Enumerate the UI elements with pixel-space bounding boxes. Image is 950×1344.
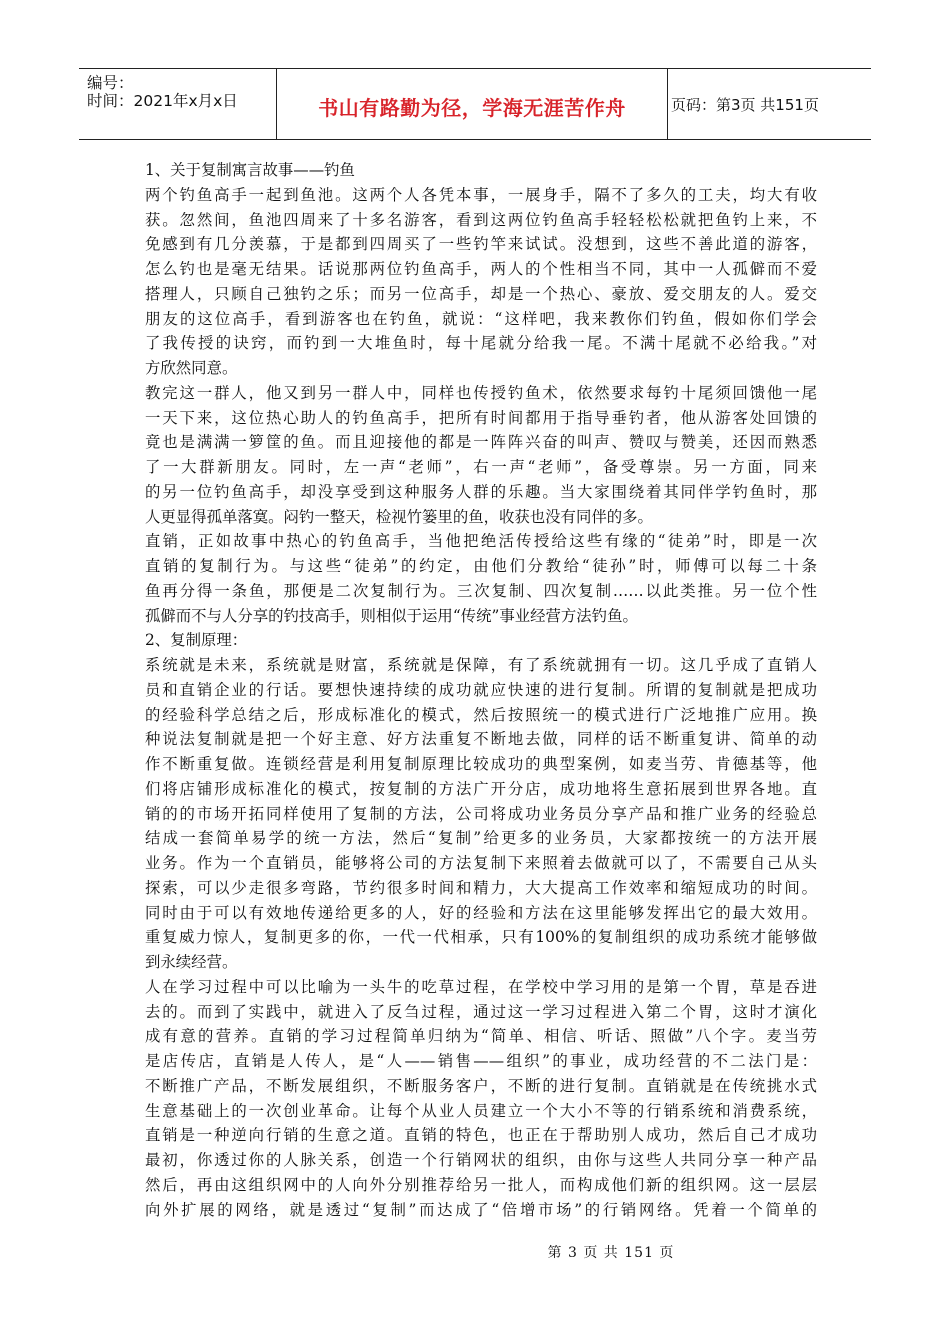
text-line: 怎么钓也是毫无结果。话说那两位钓鱼高手，两人的个性相当不同，其中一人孤僻而不爱 — [145, 260, 817, 278]
text-line: 是店传店，直销是人传人，是“人——销售——组织”的事业，成功经营的不二法门是： — [145, 1052, 817, 1070]
text-line: 然后，再由这组织网中的人向外分别推荐给另一批人，而构成他们新的组织网。这一层层 — [145, 1175, 817, 1194]
text-line: 两个钓鱼高手一起到鱼池。这两个人各凭本事，一展身手，隔不了多久的工夫，均大有收 — [145, 185, 817, 204]
text-line: 不断推广产品，不断发展组织，不断服务客户，不断的进行复制。直销就是在传统挑水式 — [145, 1076, 817, 1095]
text-line: 同时由于可以有效地传递给更多的人，好的经验和方法在这里能够发挥出它的最大效用。 — [145, 903, 817, 922]
text-line: 成有意的营养。直销的学习过程简单归纳为“简单、相信、听话、照做”八个字。麦当劳 — [145, 1027, 817, 1046]
text-line: 2、复制原理： — [145, 631, 248, 650]
text-line: 到永续经营。 — [145, 953, 238, 971]
text-line: 重复威力惊人，复制更多的你，一代一代相承，只有100%的复制组织的成功系统才能够做 — [145, 928, 817, 947]
text-line: 竟也是满满一箩筐的鱼。而且迎接他的都是一阵阵兴奋的叫声、赞叹与赞美，还因而熟悉 — [145, 433, 817, 452]
text-line: 作不断重复做。连锁经营是利用复制原理比较成功的典型案例，如麦当劳、肯德基等，他 — [145, 755, 817, 773]
text-line: 生意基础上的一次创业革命。让每个从业人员建立一个大小不等的行销系统和消费系统， — [145, 1101, 817, 1120]
document-body — [145, 158, 817, 1222]
text-line: 方欣然同意。 — [145, 359, 238, 377]
text-line: 的经验科学总结之后，形成标准化的模式，然后按照统一的模式进行广泛地推广应用。换 — [145, 705, 817, 724]
text-line: 业务。作为一个直销员，能够将公司的方法复制下来照着去做就可以了，不需要自己从头 — [145, 854, 817, 872]
text-line: 系统就是未来，系统就是财富，系统就是保障，有了系统就拥有一切。这几乎成了直销人 — [145, 656, 817, 674]
page-footer: 第 3 页 共 151 页 — [547, 1245, 675, 1261]
text-line: 种说法复制就是把一个好主意、好方法重复不断地去做，同样的话不断重复讲、简单的动 — [145, 730, 817, 749]
text-line: 们将店铺形成标准化的模式，按复制的方法广开分店，成功地将生意拓展到世界各地。直 — [145, 779, 817, 798]
text-line: 孤僻而不与人分享的钓技高手，则相似于运用“传统”事业经营方法钓鱼。 — [145, 606, 638, 625]
motto: 书山有路勤为径，学海无涯苦作舟 — [318, 96, 626, 120]
header-meta — [79, 69, 277, 139]
text-line: 最初，你透过你的人脉关系，创造一个行销网状的组织，由你与这些人共同分享一种产品 — [145, 1151, 817, 1169]
text-line: 了我传授的诀窍，而钓到一大堆鱼时，每十尾就分给我一尾。不满十尾就不必给我。”对 — [145, 334, 817, 353]
text-line: 结成一套简单易学的统一方法，然后“复制”给更多的业务员，大家都按统一的方法开展 — [145, 829, 817, 848]
page-header — [79, 68, 871, 140]
text-line: 教完这一群人，他又到另一群人中，同样也传授钓鱼术，依然要求每钓十尾须回馈他一尾 — [145, 383, 817, 402]
text-line: 免感到有几分羡慕，于是都到四周买了一些钓竿来试试。没想到，这些不善此道的游客， — [145, 235, 817, 254]
text-line: 直销是一种逆向行销的生意之道。直销的特色，也正在于帮助别人成功，然后自己才成功 — [145, 1126, 817, 1145]
text-line: 去的。而到了实践中，就进入了反刍过程，通过这一学习过程进入第二个胃，这时才演化 — [145, 1002, 817, 1021]
text-line: 的另一位钓鱼高手，却没享受到这种服务人群的乐趣。当大家围绕着其同伴学钓鱼时，那 — [145, 482, 817, 501]
page-info: 页码：第3页 共151页 — [671, 96, 819, 114]
text-line: 直销，正如故事中热心的钓鱼高手，当他把绝活传授给这些有缘的“徒弟”时，即是一次 — [145, 532, 817, 551]
text-line: 人在学习过程中可以比喻为一头牛的吃草过程，在学校中学习用的是第一个胃，草是吞进 — [145, 977, 817, 996]
text-line: 探索，可以少走很多弯路，节约很多时间和精力，大大提高工作效率和缩短成功的时间。 — [145, 878, 817, 897]
text-line: 1、关于复制寓言故事——钓鱼 — [145, 161, 355, 179]
text-line: 朋友的这位高手，看到游客也在钓鱼，就说：“这样吧，我来教你们钓鱼，假如你们学会 — [145, 309, 817, 328]
text-line: 了一大群新朋友。同时，左一声“老师”，右一声“老师”，备受尊崇。另一方面，同来 — [145, 458, 817, 476]
text-line: 销的的市场开拓同样使用了复制的方法，公司将成功业务员分享产品和推广业务的经验总 — [145, 804, 817, 823]
text-line: 搭理人，只顾自己独钓之乐；而另一位高手，却是一个热心、豪放、爱交朋友的人。爱交 — [145, 284, 817, 303]
text-line: 一天下来，这位热心助人的钓鱼高手，把所有时间都用于指导垂钓者，他从游客处回馈的 — [145, 408, 817, 427]
number-label: 编号： — [87, 74, 134, 92]
text-line: 员和直销企业的行话。要想快速持续的成功就应快速的进行复制。所谓的复制就是把成功 — [145, 680, 817, 699]
text-line: 直销的复制行为。与这些“徒弟”的约定，由他们分教给“徒孙”时，师傅可以每二十条 — [145, 557, 817, 575]
text-line: 向外扩展的网络，就是透过“复制”而达成了“倍增市场”的行销网络。凭着一个简单的 — [145, 1200, 817, 1219]
text-line: 获。忽然间，鱼池四周来了十多名游客，看到这两位钓鱼高手轻轻松松就把鱼钓上来，不 — [145, 210, 817, 229]
date-label: 时间：2021年x月x日 — [87, 92, 238, 110]
text-line: 人更显得孤单落寞。闷钓一整天，检视竹篓里的鱼，收获也没有同伴的多。 — [145, 507, 653, 526]
header-motto-cell — [277, 69, 668, 139]
text-line: 鱼再分得一条鱼，那便是二次复制行为。三次复制、四次复制……以此类推。另一位个性 — [145, 581, 817, 600]
